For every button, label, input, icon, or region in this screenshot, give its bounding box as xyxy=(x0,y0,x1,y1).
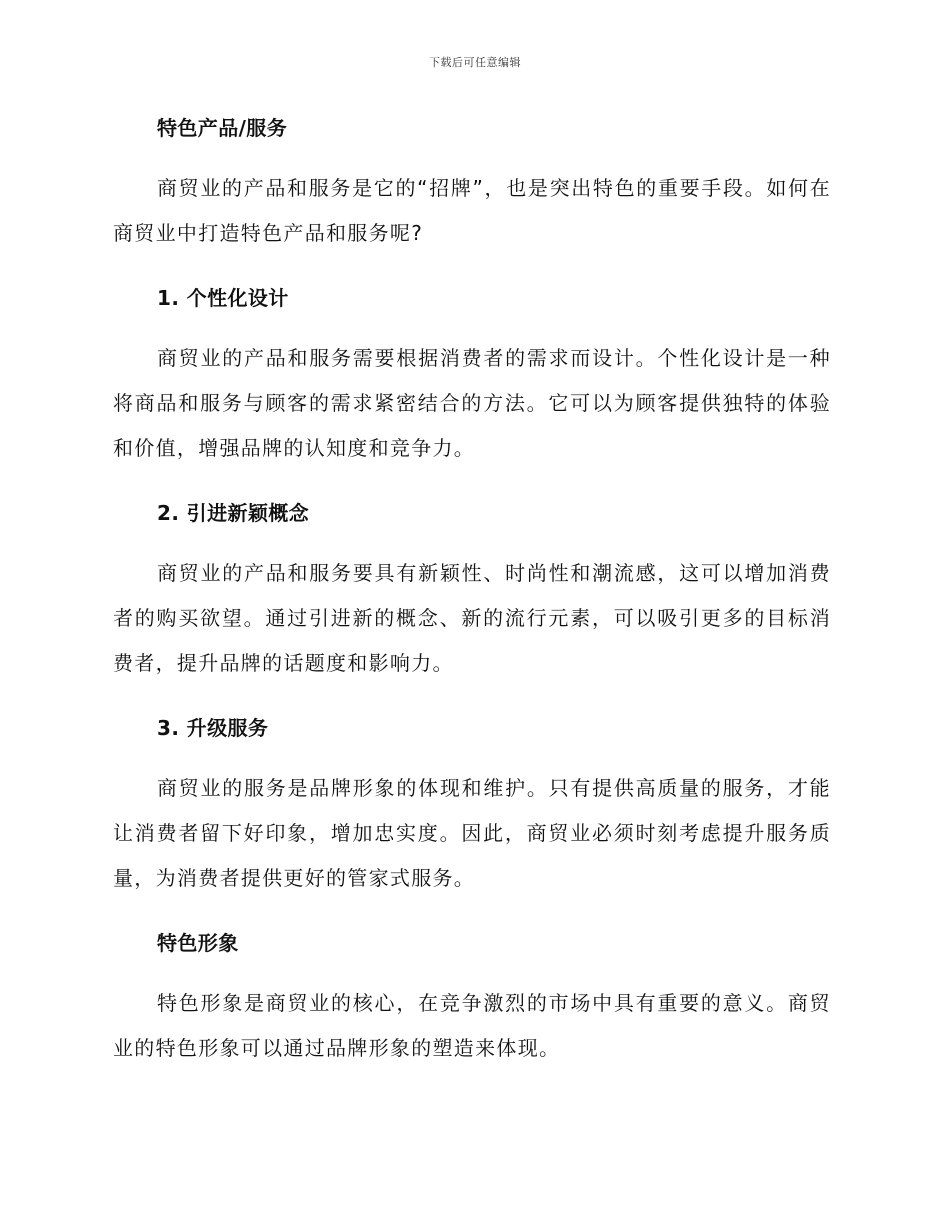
section-paragraph-featured-products: 商贸业的产品和服务是它的“招牌”，也是突出特色的重要手段。如何在商贸业中打造特色产品和服务呢? xyxy=(113,176,831,245)
section-heading-personalized-design: 1. 个性化设计 xyxy=(157,286,289,310)
page-header-note: 下载后可任意编辑 xyxy=(429,56,521,69)
section-paragraph-new-concepts: 商贸业的产品和服务要具有新颖性、时尚性和潮流感，这可以增加消费者的购买欲望。通过引进新的概念、新的流行元素，可以吸引更多的目标消费者，提升品牌的话题度和影响力。 xyxy=(113,561,831,675)
section-heading-featured-products: 特色产品/服务 xyxy=(157,116,288,140)
section-heading-upgrade-service: 3. 升级服务 xyxy=(157,716,269,740)
section-heading-featured-image: 特色形象 xyxy=(157,931,239,955)
document-body xyxy=(113,112,831,1071)
section-paragraph-personalized-design: 商贸业的产品和服务需要根据消费者的需求而设计。个性化设计是一种将商品和服务与顾客的需求紧密结合的方法。它可以为顾客提供独特的体验和价值，增强品牌的认知度和竞争力。 xyxy=(113,346,831,460)
section-heading-new-concepts: 2. 引进新颖概念 xyxy=(157,501,310,525)
section-paragraph-upgrade-service: 商贸业的服务是品牌形象的体现和维护。只有提供高质量的服务，才能让消费者留下好印象，增加忠实度。因此，商贸业必须时刻考虑提升服务质量，为消费者提供更好的管家式服务。 xyxy=(113,776,831,890)
section-paragraph-featured-image: 特色形象是商贸业的核心，在竞争激烈的市场中具有重要的意义。商贸业的特色形象可以通过品牌形象的塑造来体现。 xyxy=(113,991,831,1060)
